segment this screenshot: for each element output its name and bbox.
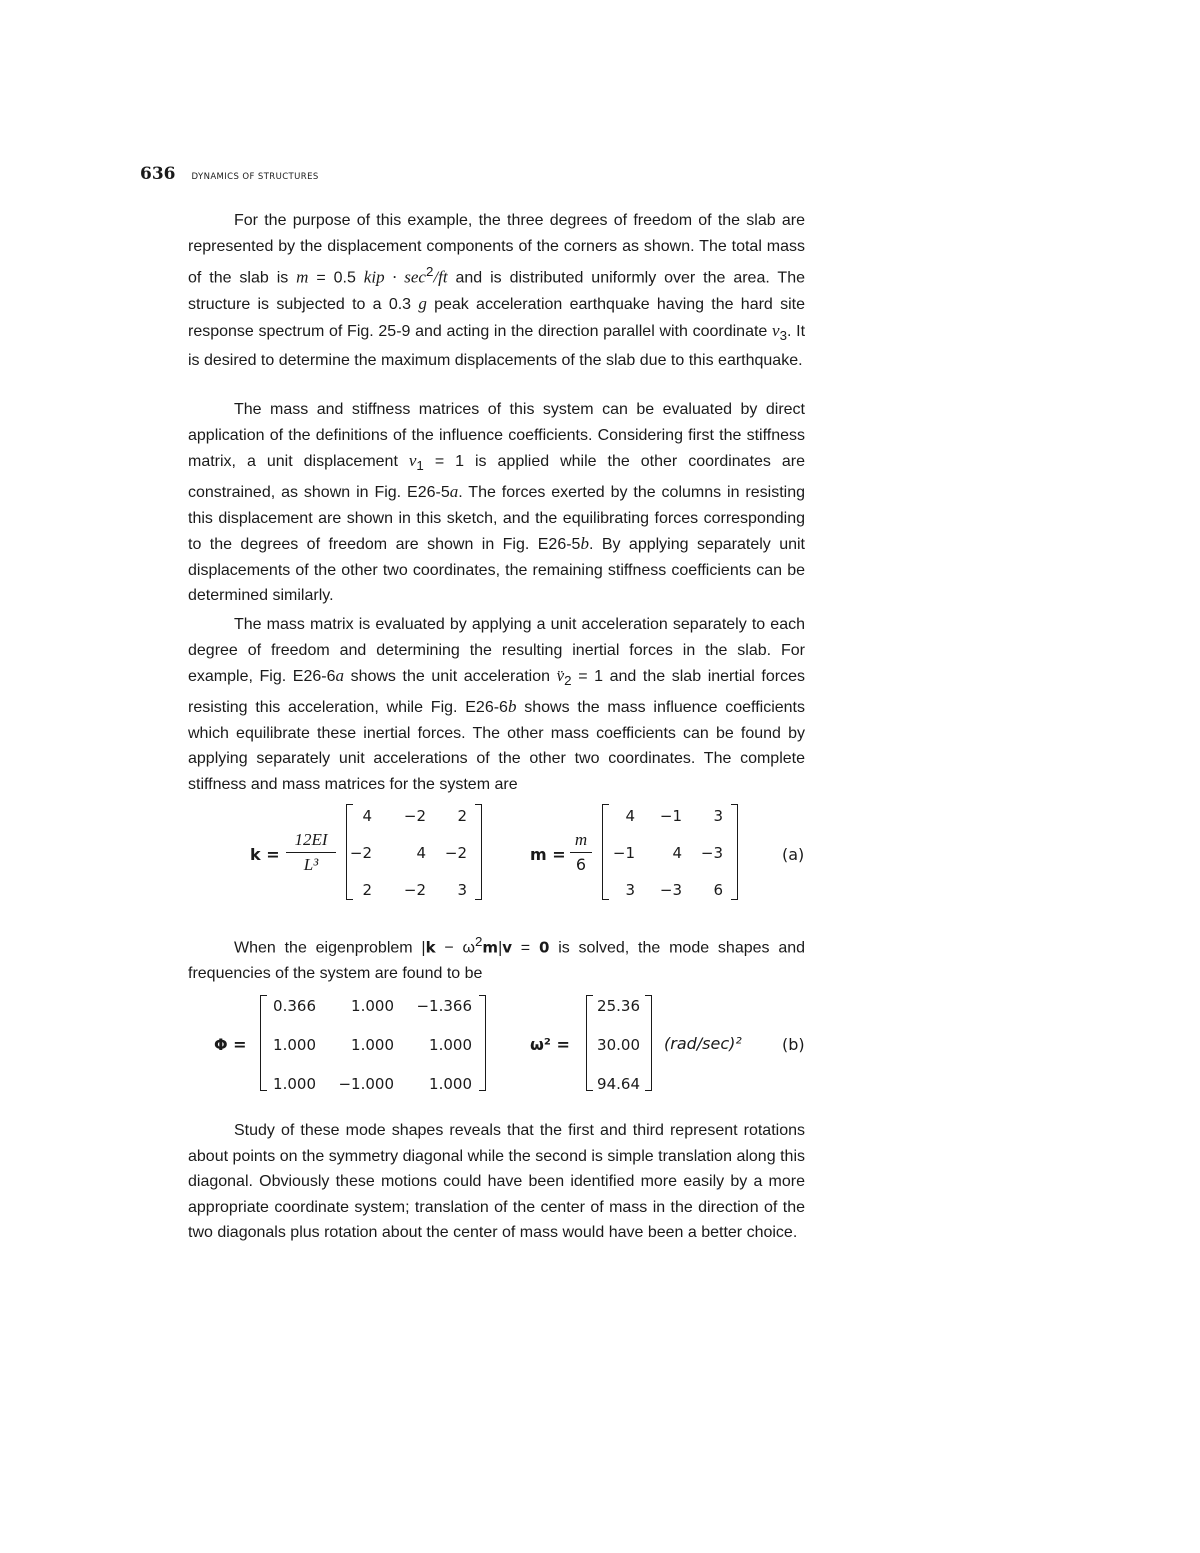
matrix-cell: −1.366 (416, 997, 472, 1015)
matrix-cell: 3 (457, 881, 467, 899)
math-var: v (772, 320, 780, 340)
text: − ω (435, 939, 475, 957)
left-bracket (586, 995, 593, 1091)
vector-cell: 30.00 (597, 1036, 640, 1054)
subscript: 3 (779, 327, 787, 343)
math-bold: k (425, 938, 436, 957)
matrix-cell: −2 (403, 881, 426, 899)
math-bold: 0 (538, 938, 550, 957)
math-var: b (507, 696, 517, 716)
omega-label: ω² = (530, 1035, 570, 1054)
math-var: m (296, 267, 309, 287)
text: peak acceleration earthquake having the hard site response spectrum of Fig. 25-9 and acting in the direction parallel with coordinate (188, 296, 805, 340)
mass-matrix (602, 804, 738, 900)
math-var: v̈ (556, 666, 565, 686)
k-denominator: L³ (303, 855, 319, 874)
superscript: 2 (475, 934, 483, 949)
math-var: b (580, 534, 589, 554)
phi-label: Φ = (214, 1035, 247, 1054)
math-var: kip · sec (363, 267, 426, 287)
math-bold: v (502, 938, 512, 957)
matrix-cell: −2 (403, 807, 426, 825)
matrix-cell: 1.000 (273, 1036, 316, 1054)
text: For the purpose of this example, the three degrees of freedom of the slab are represented by the displacement components of the corners as shown. The total mass of the slab is (188, 212, 805, 287)
paragraph-1 (188, 208, 805, 374)
math-var: a (335, 666, 344, 686)
matrix-cell: 1.000 (429, 1075, 472, 1093)
matrix-cell: −1 (612, 844, 635, 862)
paragraph-4 (188, 929, 805, 987)
text: = 0.5 (308, 269, 364, 287)
page-number: 636 (140, 164, 176, 184)
vector-cell: 25.36 (597, 997, 640, 1015)
superscript: 2 (425, 264, 434, 280)
left-bracket (602, 804, 609, 900)
paragraph-5: Study of these mode shapes reveals that the first and third represent rotations about points on the symmetry diagonal while the second is simple translation along this diagonal. Obviously these motions could have been identified more easily by a more appropriate coordinate system; translation of the center of mass in the direction of the two diagonals plus rotation about the center of mass would have been a better choice. (188, 1122, 805, 1242)
vector-cell: 94.64 (597, 1075, 640, 1093)
matrix-cell: 3 (625, 881, 635, 899)
matrix-cell: 2 (362, 881, 372, 899)
text: When the eigenproblem | (234, 939, 426, 957)
frequency-units: (rad/sec)² (664, 1034, 742, 1053)
k-fraction (286, 830, 336, 875)
m-denominator: 6 (575, 855, 587, 874)
mode-shape-matrix (260, 995, 486, 1091)
matrix-cell: 1.000 (351, 1036, 394, 1054)
matrix-cell: 1.000 (273, 1075, 316, 1093)
text: . By applying separately unit displacements of the other two coordinates, the remaining stiffness coefficients can be determined similarly. (188, 536, 805, 605)
matrix-cell: −1 (659, 807, 682, 825)
math-bold: m (482, 938, 499, 957)
text: . It is desired to determine the maximum displacements of the slab due to this earthquake. (188, 322, 806, 370)
text: = 1 is applied while the other coordinates are constrained, as shown in Fig. E26-5 (188, 453, 806, 501)
math-var: a (449, 481, 459, 501)
fraction-bar (286, 852, 336, 853)
text: shows the unit acceleration (343, 668, 557, 686)
fraction-bar (570, 852, 592, 853)
text: is solved, the mode shapes and frequencies of the system are found to be (188, 939, 806, 982)
text: The mass matrix is evaluated by applying a unit acceleration separately to each degree of freedom and determining the resulting inertial forces in the slab. For example, Fig. E26-6 (188, 616, 805, 686)
matrix-cell: 4 (672, 844, 682, 862)
math-var: v (408, 451, 417, 471)
matrix-cell: 1.000 (351, 997, 394, 1015)
paragraph-3 (188, 612, 805, 797)
matrix-cell: 4 (416, 844, 426, 862)
m-numerator: m (574, 830, 588, 849)
math-var: g (418, 294, 427, 314)
running-header (140, 164, 319, 184)
matrix-cell: −1.000 (338, 1075, 394, 1093)
right-bracket (731, 804, 738, 900)
equation-tag-a: (a) (782, 845, 805, 864)
m-label: m = (530, 845, 566, 864)
m-fraction (570, 830, 592, 874)
equation-a (0, 802, 1200, 902)
text: shows the mass influence coefficients which equilibrate these inertial forces. The other mass coefficients can be found by applying separately unit accelerations of the other two coordinates. The complete stiffness and mass matrices for the system are (188, 698, 805, 793)
matrix-cell: −3 (659, 881, 682, 899)
text: and is distributed uniformly over the area. The structure is subjected to a 0.3 (188, 269, 805, 314)
subscript: 2 (564, 673, 572, 689)
left-bracket (260, 995, 267, 1091)
matrix-cell: −2 (444, 844, 467, 862)
text: = 1 and the slab inertial forces resisting this acceleration, while Fig. E26-6 (188, 668, 805, 716)
text: . The forces exerted by the columns in resisting this displacement are shown in this sketch, and the equilibrating forces corresponding to the degrees of freedom are shown in Fig. E26-5 (188, 483, 805, 554)
matrix-cell: −3 (700, 844, 723, 862)
paragraph-2 (188, 397, 805, 609)
k-numerator: 12EI (294, 830, 328, 849)
text: = (512, 939, 539, 957)
matrix-cell: 4 (362, 807, 372, 825)
equation-tag-b: (b) (782, 1035, 805, 1054)
frequency-vector (586, 995, 652, 1091)
matrix-cell: 3 (713, 807, 723, 825)
running-head-title: DYNAMICS OF STRUCTURES (191, 172, 319, 182)
k-label: k = (250, 845, 280, 864)
subscript: 1 (416, 458, 424, 474)
text: | (498, 939, 503, 957)
matrix-cell: −2 (349, 844, 372, 862)
right-bracket (645, 995, 652, 1091)
matrix-cell: 6 (713, 881, 723, 899)
right-bracket (475, 804, 482, 900)
matrix-cell: 1.000 (429, 1036, 472, 1054)
right-bracket (479, 995, 486, 1091)
matrix-cell: 4 (625, 807, 635, 825)
matrix-cell: 2 (457, 807, 467, 825)
text: The mass and stiffness matrices of this system can be evaluated by direct application of the definitions of the influence coefficients. Considering first the stiffness matrix, a unit displacement (188, 401, 805, 471)
equation-b (0, 993, 1200, 1093)
matrix-cell: 0.366 (273, 997, 316, 1015)
stiffness-matrix (346, 804, 482, 900)
math-var: /ft (433, 267, 448, 287)
